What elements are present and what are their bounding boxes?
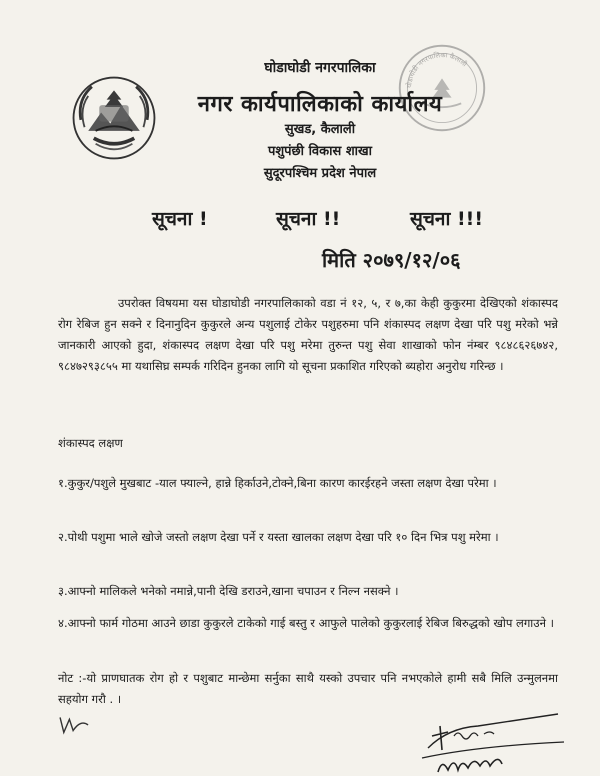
section-name: पशुपंछी विकास शाखा — [267, 144, 373, 159]
symptom-item-2: २.पोथी पशुमा भाले खोजे जस्तो लक्षण देखा पर्ने र यस्ता खालका लक्षण देखा परि १० दिन भित्र पशु मरेमा । — [58, 530, 499, 544]
initials-mark-icon — [56, 710, 94, 738]
symptom-item-3: ३.आफ्नो मालिकले भनेको नमान्ने,पानी देखि डराउने,खाना चपाउन र निल्न नसक्ने । — [58, 584, 399, 598]
intro-paragraph: उपरोक्त विषयमा यस घोडाघोडी नगरपालिकाको वडा नं १२, ५, र ७,का केही कुकुरमा देखिएको शंकास्पद रोग रेबिज हुन सक्ने र दिनानुदिन कुकुरले अन्य पशुलाई टोकेर पशुहरुमा पनि शंकास्पद लक्षण देखा परि पशु मरेको भन्ने जानकारी आएको हुदा, शंकास्पद लक्षण देखा परि पशु मरेमा तुरुन्त पशु सेवा शाखाको फोन नंम्बर ९८४८६२६७४२, ९८४७२९३८५५ मा यथासिघ्र सम्पर्क गरिदिन हुनका लागि यो सूचना प्रकाशित गरिएको ब्यहोरा अनुरोध गरिन्छ । — [58, 296, 558, 373]
province-name: सुदूरपश्चिम प्रदेश नेपाल — [263, 166, 377, 181]
nepal-government-emblem-icon — [68, 72, 160, 164]
symptoms-title: शंकास्पद लक्षण — [58, 436, 123, 450]
notice-heading-1: सूचना ! — [152, 208, 208, 230]
symptom-item-1: १.कुकुर/पशुले मुखबाट -याल फ्याल्ने, हान्ने हिर्काउने,टोक्ने,बिना कारण कारईरहने जस्ता लक्षण देखा परेमा । — [58, 476, 497, 490]
municipality-name: घोडाघोडी नगरपालिका — [264, 60, 376, 76]
seal-text: घोडाघोडी नगरपालिका कैलाली — [405, 51, 469, 89]
notice-date: मिति २०७९/१२/०६ — [322, 248, 461, 272]
notice-heading-2: सूचना !! — [276, 208, 341, 230]
symptom-item-4: ४.आफ्नो फार्म गोठमा आउने छाडा कुकुरले टाकेको गाई बस्तु र आफुले पालेको कुकुरलाई रेबिज बिरुद्धको खोप लगाउने । — [58, 616, 554, 630]
signature-icon — [418, 706, 568, 774]
office-location: सुखड, कैलाली — [284, 122, 356, 137]
office-title: नगर कार्यपालिकाको कार्यालय — [197, 92, 443, 117]
notice-heading-3: सूचना !!! — [410, 208, 483, 230]
note-paragraph: नोट :-यो प्राणघातक रोग हो र पशुबाट मान्छेमा सर्नुका साथै यस्को उपचार पनि नभएकोले हामी सबै मिलि उन्मुलनमा सहयोग गरौ . । — [58, 671, 558, 706]
